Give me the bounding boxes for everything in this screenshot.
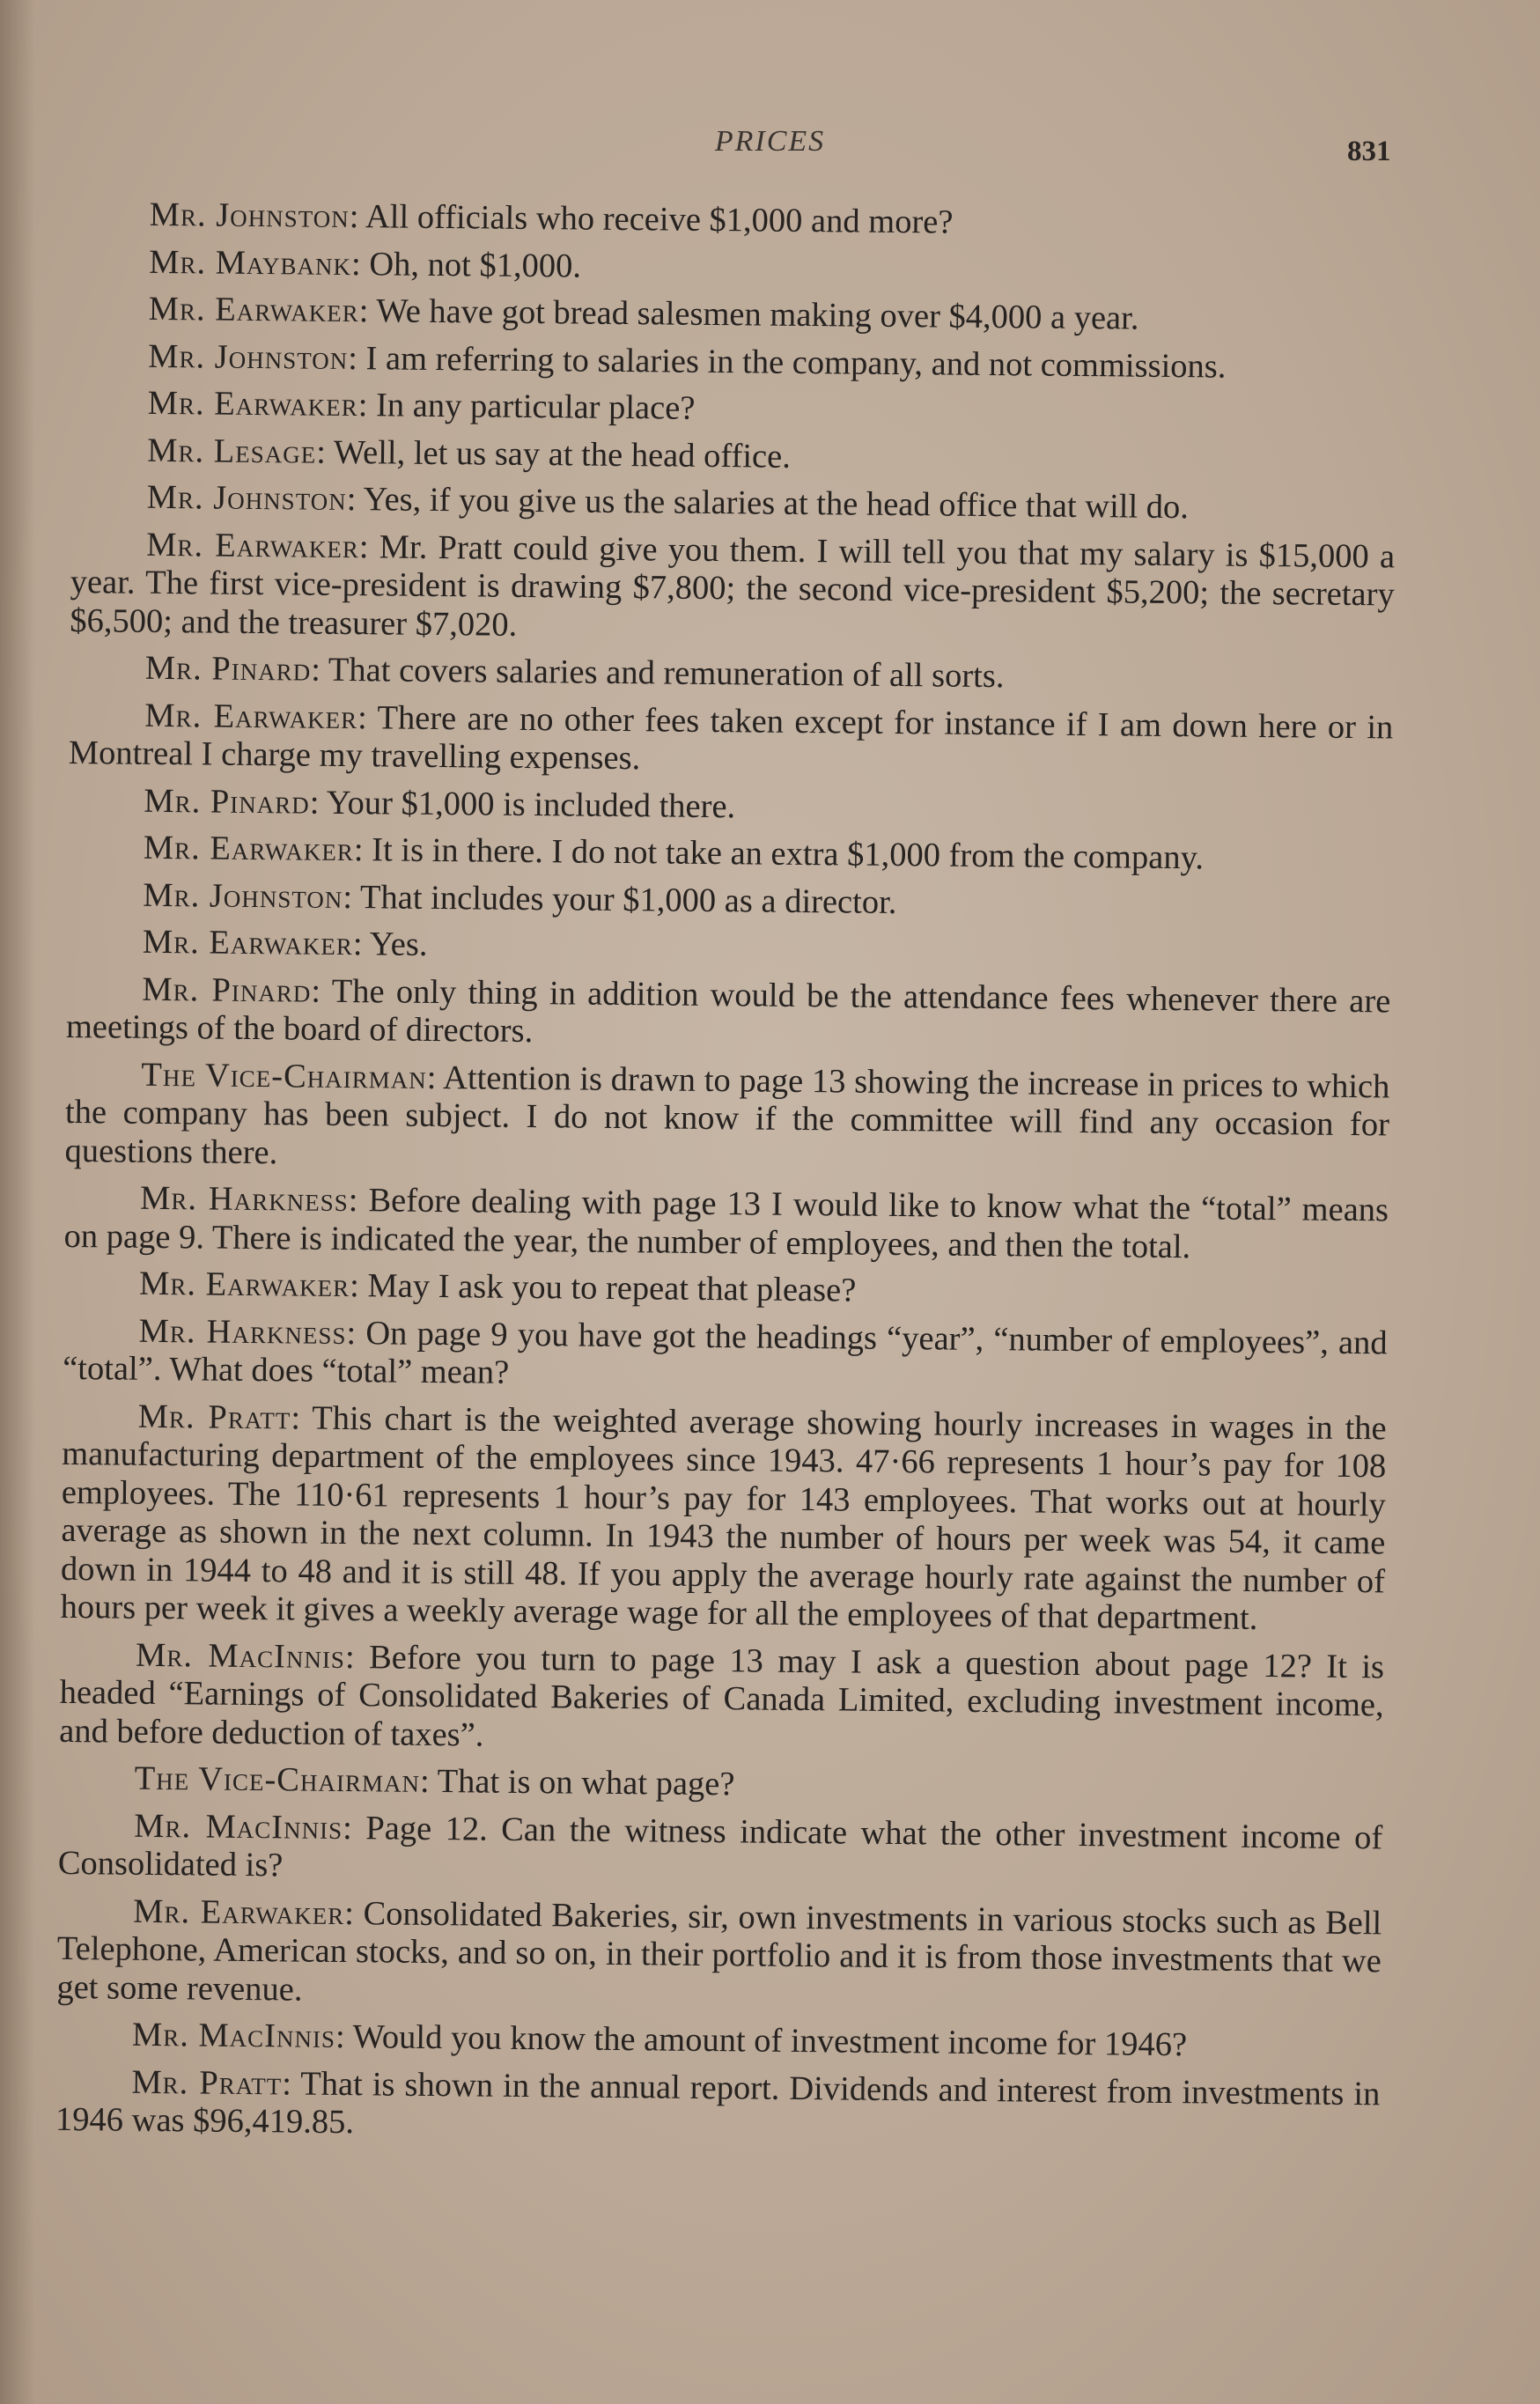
- transcript-paragraph: Mr. Earwaker: In any particular place?: [147, 384, 696, 427]
- speech-text: That includes your $1,000 as a director.: [359, 878, 897, 921]
- speech-text: I am referring to salaries in the company, and not commissions.: [365, 339, 1227, 386]
- speech-text: Yes, if you give us the salaries at the head office that will do.: [363, 481, 1190, 527]
- transcript-paragraph: Mr. MacInnis: Would you know the amount of investment income for 1946?: [131, 2016, 1188, 2064]
- speaker-name: The Vice-Chairman: [141, 1056, 427, 1096]
- transcript-paragraph: Mr. Earwaker: Yes.: [142, 923, 428, 963]
- speaker-name: Mr. Earwaker: [148, 290, 359, 330]
- speaker-name: Mr. MacInnis: [134, 1807, 343, 1847]
- transcript-paragraph: Mr. Johnston: That includes your $1,000 as a director.: [143, 876, 897, 921]
- speech-text: In any particular place?: [375, 387, 696, 427]
- speaker-name: Mr. MacInnis: [135, 1636, 346, 1676]
- speech-text: It is in there. I do not take an extra $1,000 from the company.: [372, 831, 1205, 877]
- speech-text: Before dealing with page 13 I would like to know what the “total” means on page 9. There is indicated the year, the number of employees, and then the total.: [63, 1182, 1389, 1265]
- transcript-paragraph: Mr. Pinard: That covers salaries and remuneration of all sorts.: [144, 649, 1005, 696]
- speaker-name: Mr. Johnston: [146, 478, 347, 518]
- speech-text: May I ask you to repeat that please?: [367, 1267, 857, 1309]
- transcript-paragraph: Mr. Earwaker: Consolidated Bakeries, sir, own investments in various stocks such as Bell Telephone, American stocks, and so on, in their portfolio and it is from those investments that we get some revenue.: [56, 1892, 1382, 2009]
- speaker-name: Mr. Harkness: [139, 1179, 349, 1220]
- speaker-name: Mr. Harkness: [138, 1312, 347, 1352]
- transcript-paragraph: Mr. Earwaker: May I ask you to repeat that please?: [138, 1265, 857, 1309]
- speaker-name: Mr. Johnston: [149, 195, 350, 236]
- speech-text: Yes.: [369, 925, 428, 963]
- transcript-body: [55, 195, 1398, 2161]
- speech-text: Page 12. Can the witness indicate what the other investment income of Consolidated is?: [57, 1809, 1383, 1884]
- transcript-paragraph: Mr. Maybank: Oh, not $1,000.: [149, 243, 582, 285]
- speaker-name: Mr. Earwaker: [142, 923, 354, 963]
- transcript-paragraph: Mr. MacInnis: Page 12. Can the witness indicate what the other investment income of Consolidated is?: [57, 1807, 1383, 1884]
- speaker-name: Mr. Pratt: [131, 2063, 283, 2102]
- speaker-name: Mr. Earwaker: [147, 384, 358, 424]
- page-edge-shadow: [0, 0, 35, 2404]
- speaker-name: Mr. Maybank: [149, 243, 352, 283]
- speaker-name: The Vice-Chairman: [134, 1759, 421, 1800]
- speech-text: Before you turn to page 13 may I ask a question about page 12? It is headed “Earnings of Consolidated Bakeries of Canada Limited, excluding investment income, and before deduction of taxes”.: [59, 1638, 1385, 1754]
- speech-text: Would you know the amount of investment income for 1946?: [352, 2018, 1188, 2064]
- speaker-name: Mr. MacInnis: [131, 2016, 336, 2055]
- speech-text: That covers salaries and remuneration of all sorts.: [328, 651, 1005, 696]
- transcript-paragraph: Mr. Johnston: I am referring to salaries in the company, and not commissions.: [148, 337, 1227, 386]
- speaker-name: Mr. Johnston: [148, 337, 349, 377]
- transcript-paragraph: Mr. Earwaker: We have got bread salesmen making over $4,000 a year.: [148, 290, 1139, 337]
- speech-text: That is shown in the annual report. Dividends and interest from investments in 1946 was $96,419.85.: [55, 2065, 1381, 2142]
- speech-text: Attention is drawn to page 13 showing the increase in prices to which the company has been subject. I do not know if the committee will find any occasion for questions there.: [64, 1058, 1390, 1171]
- speaker-name: Mr. Pinard: [144, 782, 311, 822]
- speaker-name: Mr. Earwaker: [145, 526, 360, 565]
- speech-text: This chart is the weighted average showing hourly increases in wages in the manufacturing department of the employees since 1943. 47·66 represents 1 hour’s pay for 108 employees. The 110·61 represents 1 hour’s pay for 143 employees. That works out at hourly average as shown in the next column. In 1943 the number of hours per week was 54, it came down in 1944 to 48 and it is still 48. If you apply the average hourly rate against the number of hours per week it gives a weekly average wage for all the employees of that department.: [60, 1399, 1387, 1637]
- transcript-paragraph: Mr. Pinard: The only thing in addition would be the attendance fees whenever there are meetings of the board of directors.: [65, 970, 1391, 1051]
- transcript-paragraph: Mr. Earwaker: There are no other fees taken except for instance if I am down here or in Montreal I charge my travelling expenses.: [68, 697, 1394, 778]
- speech-text: Your $1,000 is included there.: [326, 784, 736, 825]
- transcript-paragraph: Mr. Harkness: Before dealing with page 13 I would like to know what the “total” means on page 9. There is indicated the year, the number of employees, and then the total.: [63, 1179, 1389, 1265]
- page-number: 831: [1347, 136, 1391, 167]
- speaker-name: Mr. Earwaker: [144, 697, 358, 736]
- transcript-paragraph: Mr. Pratt: This chart is the weighted average showing hourly increases in wages in the manufacturing department of the employees since 1943. 47·66 represents 1 hour’s pay for 108 employees. The 110·61 represents 1 hour’s pay for 143 employees. That works out at hourly average as shown in the next column. In 1943 the number of hours per week was 54, it came down in 1944 to 48 and it is still 48. If you apply the average hourly rate against the number of hours per week it gives a weekly average wage for all the employees of that department.: [60, 1397, 1387, 1637]
- transcript-paragraph: Mr. Harkness: On page 9 you have got the headings “year”, “number of employees”, and “total”. What does “total” mean?: [63, 1312, 1388, 1391]
- transcript-paragraph: Mr. Johnston: All officials who receive $1,000 and more?: [149, 195, 954, 241]
- speaker-name: Mr. Pratt: [137, 1397, 291, 1436]
- speech-text: There are no other fees taken except for instance if I am down here or in Montreal I charge my travelling expenses.: [68, 698, 1394, 778]
- transcript-paragraph: Mr. Earwaker: Mr. Pratt could give you them. I will tell you that my salary is $15,000 a year. The first vice-president is drawing $7,800; the second vice-president $5,200; the secretary $6,500; and the treasurer $7,020.: [70, 526, 1396, 644]
- transcript-paragraph: Mr. Pinard: Your $1,000 is included there.: [144, 782, 736, 825]
- speech-text: That is on what page?: [437, 1763, 735, 1803]
- speech-text: Oh, not $1,000.: [369, 245, 582, 285]
- speech-text: On page 9 you have got the headings “year”, “number of employees”, and “total”. What does “total” mean?: [63, 1314, 1388, 1391]
- transcript-paragraph: The Vice-Chairman: Attention is drawn to page 13 showing the increase in prices to which the company has been subject. I do not know if the committee will find any occasion for questions there.: [64, 1056, 1390, 1171]
- transcript-paragraph: Mr. Johnston: Yes, if you give us the salaries at the head office that will do.: [146, 478, 1190, 527]
- speaker-name: Mr. Lesage: [147, 431, 317, 471]
- speech-text: Mr. Pratt could give you them. I will tell you that my salary is $15,000 a year. The first vice-president is drawing $7,800; the second vice-president $5,200; the secretary $6,500; and the treasurer $7,020.: [70, 527, 1396, 644]
- speaker-name: Mr. Earwaker: [143, 829, 355, 869]
- speaker-name: Mr. Earwaker: [133, 1892, 345, 1932]
- speech-text: We have got bread salesmen making over $4,000 a year.: [376, 292, 1139, 337]
- speech-text: The only thing in addition would be the attendance fees whenever there are meetings of the board of directors.: [65, 972, 1391, 1051]
- transcript-paragraph: Mr. Earwaker: It is in there. I do not take an extra $1,000 from the company.: [143, 829, 1205, 877]
- transcript-paragraph: Mr. Lesage: Well, let us say at the head office.: [147, 431, 792, 476]
- speaker-name: Mr. Earwaker: [138, 1265, 350, 1305]
- speaker-name: Mr. Johnston: [143, 876, 343, 916]
- transcript-paragraph: The Vice-Chairman: That is on what page?: [134, 1759, 735, 1803]
- running-header-title: PRICES: [714, 125, 826, 158]
- transcript-paragraph: Mr. MacInnis: Before you turn to page 13 may I ask a question about page 12? It is headed “Earnings of Consolidated Bakeries of Canada Limited, excluding investment income, and before deduction of taxes”.: [59, 1636, 1385, 1754]
- speaker-name: Mr. Pinard: [144, 649, 312, 689]
- speech-text: Consolidated Bakeries, sir, own investments in various stocks such as Bell Telephone, American stocks, and so on, in their portfolio and it is from those investments that we get some revenue.: [56, 1894, 1382, 2009]
- speech-text: All officials who receive $1,000 and more?: [365, 198, 954, 241]
- transcript-paragraph: Mr. Pratt: That is shown in the annual report. Dividends and interest from investments in 1946 was $96,419.85.: [55, 2063, 1381, 2142]
- speech-text: Well, let us say at the head office.: [333, 433, 792, 476]
- speaker-name: Mr. Pinard: [142, 970, 312, 1010]
